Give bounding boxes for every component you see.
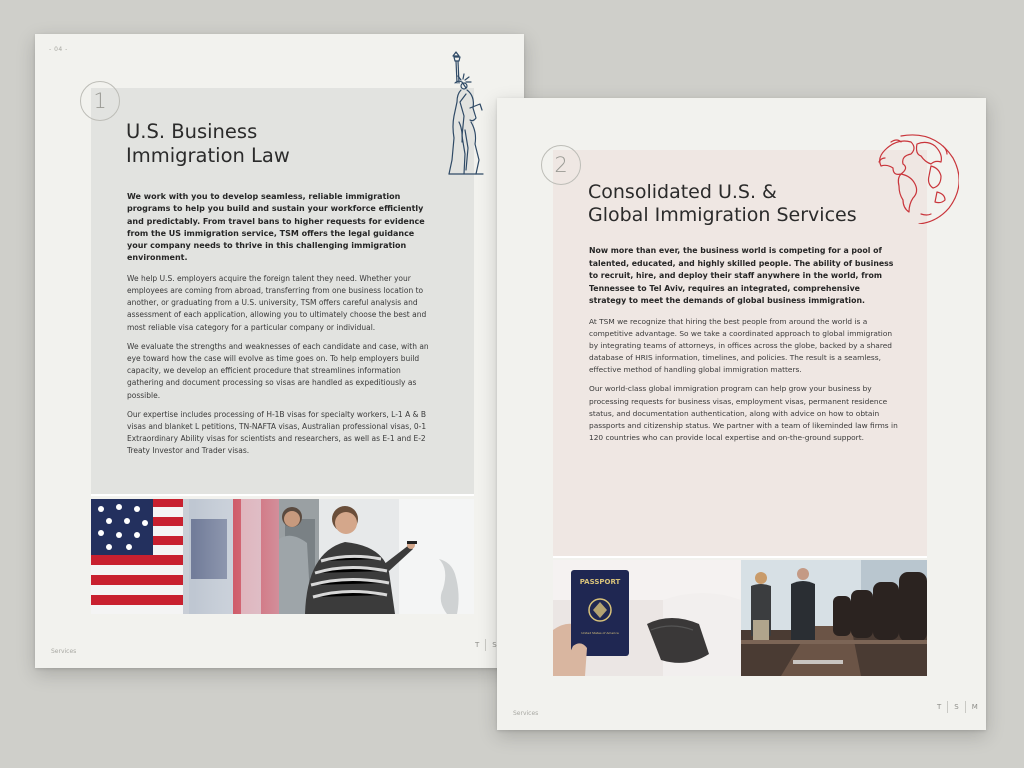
passport-label: PASSPORT bbox=[579, 578, 621, 586]
logo-letter: S bbox=[492, 641, 497, 649]
office-whiteboard-photo bbox=[279, 499, 474, 614]
body-paragraph: Our expertise includes processing of H-1B visas for specialty workers, L-1 A & B visas and blanket L petitions, TN-NAFTA visas, Australian professional visas, 0-1 Extraordinary Ability visas for scientists and researchers, as well as E-1 and E-2 Treaty Investor and Trader visas. bbox=[127, 409, 427, 456]
section-title bbox=[588, 181, 888, 227]
body-paragraph: Our world-class global immigration program can help grow your business by processing requests for business visas, employment visas, permanent residence status, and documentation authentication, along with advice on how to obtain passports and citizenship status. We partner with a team of likeminded law firms in 120 countries who can provide local expertise and on-the-ground support. bbox=[589, 384, 898, 442]
title-line: U.S. Business bbox=[126, 120, 258, 143]
section-title bbox=[126, 120, 386, 168]
lead-paragraph: Now more than ever, the business world is competing for a pool of talented, educated, and highly skilled people. The ability of business to recruit, hire, and deploy their staff anywhere in the world, from Tennessee to Tel Aviv, requires an integrated, comprehensive strategy to meet the demands of global business immigration. bbox=[589, 246, 894, 306]
section-body bbox=[589, 245, 898, 451]
boardroom-photo bbox=[741, 560, 927, 676]
logo-letter: T bbox=[475, 641, 480, 649]
logo-divider bbox=[485, 639, 486, 651]
body-paragraph: We help U.S. employers acquire the foreign talent they need. Whether your employees are coming from abroad, transferring from one business location to another, or graduating from a U.S. university, TSM offers careful analysis and assessment of each application, allowing you to ultimately choose the best and most reliable visa category for a particular company or individual. bbox=[127, 273, 427, 332]
lead-paragraph: We work with you to develop seamless, reliable immigration programs to help you build and sustain your workforce efficiently and predictably. From travel bans to higher requests for evidence from the US immigration service, TSM offers the legal guidance your company needs to thrive in this challenging immigration environment. bbox=[127, 192, 425, 263]
title-line: Global Immigration Services bbox=[588, 204, 857, 227]
divider bbox=[553, 556, 927, 558]
logo-letter: M bbox=[971, 703, 978, 711]
title-line: Immigration Law bbox=[126, 143, 290, 167]
section-body bbox=[127, 191, 433, 465]
body-paragraph: At TSM we recognize that hiring the best people from around the world is a competitive advantage. So we take a coordinated approach to global immigration by integrating teams of attorneys, in offices across the globe, backed by a shared database of HRIS information, timelines, and policies. The result is a seamless, effective method of handling global immigration matters. bbox=[589, 316, 893, 375]
passport-country: United States of America bbox=[581, 631, 619, 635]
statue-of-liberty-icon bbox=[441, 50, 499, 178]
body-paragraph: We evaluate the strengths and weaknesses of each candidate and case, with an eye toward how the case will evolve as time goes on. To help employers build capacity, we develop an efficient procedure that streamlines information gathering and document processing so visas are handled as expeditiously as possible. bbox=[127, 341, 429, 400]
logo-divider bbox=[947, 701, 948, 713]
footer-label: Services bbox=[513, 710, 539, 717]
section-number-badge: 1 bbox=[80, 81, 120, 121]
brochure-page-1 bbox=[35, 34, 524, 668]
brochure-page-2 bbox=[497, 98, 986, 730]
logo-divider bbox=[965, 701, 966, 713]
logo-letter: S bbox=[954, 703, 959, 711]
title-line: Consolidated U.S. & bbox=[588, 181, 777, 203]
passport-photo bbox=[553, 560, 741, 676]
american-flag-photo bbox=[91, 499, 279, 614]
tsm-logo bbox=[937, 701, 978, 713]
divider bbox=[91, 494, 474, 496]
page-number: - 04 - bbox=[49, 46, 68, 53]
section-number-badge: 2 bbox=[541, 145, 581, 185]
footer-label: Services bbox=[51, 648, 77, 655]
logo-letter: T bbox=[937, 703, 942, 711]
